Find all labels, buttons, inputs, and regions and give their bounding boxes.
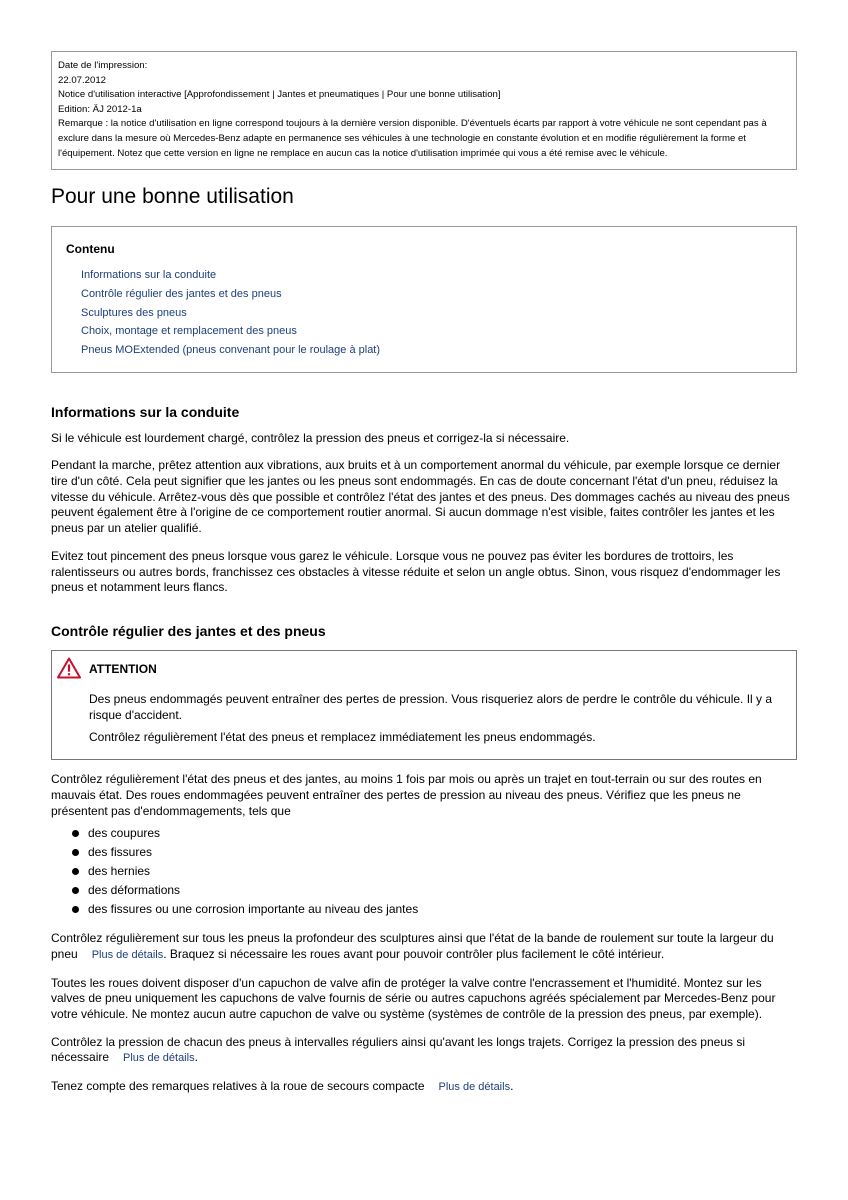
paragraph-tread: Contrôlez régulièrement sur tous les pneus la profondeur des sculptures ainsi que l'état de la bande de roulement sur toute la largeur du pneu Plus de détails. Braquez si nécessaire les roues avant pour pouvoir contrôler plus facilement le côté intérieur. — [51, 931, 774, 961]
page-title: Pour une bonne utilisation — [51, 185, 294, 209]
warning-triangle-icon — [57, 657, 81, 679]
toc-link[interactable]: Sculptures des pneus — [81, 306, 187, 319]
warning-title: ATTENTION — [89, 662, 157, 676]
bullet-icon — [72, 830, 79, 837]
print-date-label: Date de l'impression: — [58, 60, 148, 71]
warning-box — [51, 650, 797, 760]
list-item: des hernies — [51, 862, 797, 881]
list-item: des fissures ou une corrosion importante au niveau des jantes — [51, 900, 797, 919]
section-heading-driving: Informations sur la conduite — [51, 403, 240, 420]
paragraph: Toutes les roues doivent disposer d'un capuchon de valve afin de protéger la valve contre l'encrassement et l'humidité. Montez sur les valves de pneu uniquement les capuchons de valve fournis de série ou autres capuchons agréés spécialement par Mercedes-Benz pour votre véhicule. Ne montez aucun autre capuchon de valve ou système (systèmes de contrôle de la pression des pneus, par exemple). — [51, 975, 776, 1022]
print-info-box — [51, 51, 797, 170]
toc-heading: Contenu — [66, 242, 115, 257]
paragraph-spare: Tenez compte des remarques relatives à la roue de secours compacte Plus de détails. — [51, 1079, 514, 1094]
bullet-icon — [72, 887, 79, 894]
bullet-icon — [72, 906, 79, 913]
paragraph: Si le véhicule est lourdement chargé, contrôlez la pression des pneus et corrigez-la si nécessaire. — [51, 430, 570, 445]
list-item: des déformations — [51, 881, 797, 900]
paragraph: Contrôlez régulièrement l'état des pneus et des jantes, au moins 1 fois par mois ou après un trajet en tout-terrain ou sur des routes en mauvais état. Des roues endommagées peuvent entraîner des pertes de pression au niveau des pneus. Vérifiez que les pneus ne présentent pas d'endommagements, tels que — [51, 772, 762, 818]
print-date: 22.07.2012 — [58, 74, 107, 86]
toc-link[interactable]: Informations sur la conduite — [81, 269, 217, 282]
more-details-link[interactable]: Plus de détails — [438, 1081, 511, 1094]
toc-link[interactable]: Contrôle régulier des jantes et des pneus — [81, 287, 282, 300]
paragraph: Pendant la marche, prêtez attention aux vibrations, aux bruits et à un comportement anormal du véhicule, par exemple lorsque ce dernier tire d'un côté. Cela peut signifier que les jantes ou les pneus sont endommagés. En cas de doute concernant l'état d'un pneu, réduisez la vitesse du véhicule. Arrêtez-vous dès que possible et contrôlez l'état des jantes et des pneus. Des dommages cachés au niveau des pneus peuvent également être à l'origine de ce comportement routier anormal. Si aucun dommage n'est visible, faites contrôler les jantes et les pneus par un atelier qualifié. — [51, 458, 790, 536]
damage-list — [51, 824, 797, 919]
warning-text: Contrôlez régulièrement l'état des pneus et remplacez immédiatement les pneus endommagés. — [89, 730, 596, 745]
warning-text: Des pneus endommagés peuvent entraîner des pertes de pression. Vous risqueriez alors de perdre le contrôle du véhicule. Il y a risque d'accident. — [89, 692, 773, 722]
remark: Remarque : la notice d'utilisation en ligne correspond toujours à la dernière version disponible. D'éventuels écarts par rapport à votre véhicule ne sont cependant pas à exclure dans la mesure où Mercedes-Benz adapte en permanence ses véhicules à une technologie en constante évolution et en modifie régulièrement la forme et l'équipement. Notez que cette version en ligne ne remplace en aucun cas la notice d'utilisation imprimée qui vous a été remise avec le véhicule. — [58, 118, 767, 159]
more-details-link[interactable]: Plus de détails — [123, 1052, 195, 1065]
table-of-contents — [51, 226, 797, 373]
notice-path: Notice d'utilisation interactive [Approfondissement | Jantes et pneumatiques | Pour une bonne utilisation] — [58, 89, 501, 101]
section-heading-inspection: Contrôle régulier des jantes et des pneus — [51, 623, 326, 639]
edition: Edition: ÄJ 2012-1a — [58, 103, 142, 115]
toc-link[interactable]: Choix, montage et remplacement des pneus — [81, 325, 297, 338]
toc-link[interactable]: Pneus MOExtended (pneus convenant pour le roulage à plat) — [81, 343, 381, 356]
paragraph-pressure: Contrôlez la pression de chacun des pneus à intervalles réguliers ainsi qu'avant les longs trajets. Corrigez la pression des pneus si nécessaire Plus de détails. — [51, 1034, 746, 1065]
document-page — [51, 51, 797, 1096]
list-item: des coupures — [51, 824, 797, 843]
list-item: des fissures — [51, 843, 797, 862]
more-details-link[interactable]: Plus de détails — [91, 948, 164, 961]
bullet-icon — [72, 868, 79, 875]
paragraph: Evitez tout pincement des pneus lorsque vous garez le véhicule. Lorsque vous ne pouvez pas éviter les bordures de trottoirs, les ralentisseurs ou autres bords, franchissez ces obstacles à vitesse réduite et selon un angle obtus. Sinon, vous risquez d'endommager les pneus et notamment leurs flancs. — [51, 548, 781, 595]
bullet-icon — [72, 849, 79, 856]
